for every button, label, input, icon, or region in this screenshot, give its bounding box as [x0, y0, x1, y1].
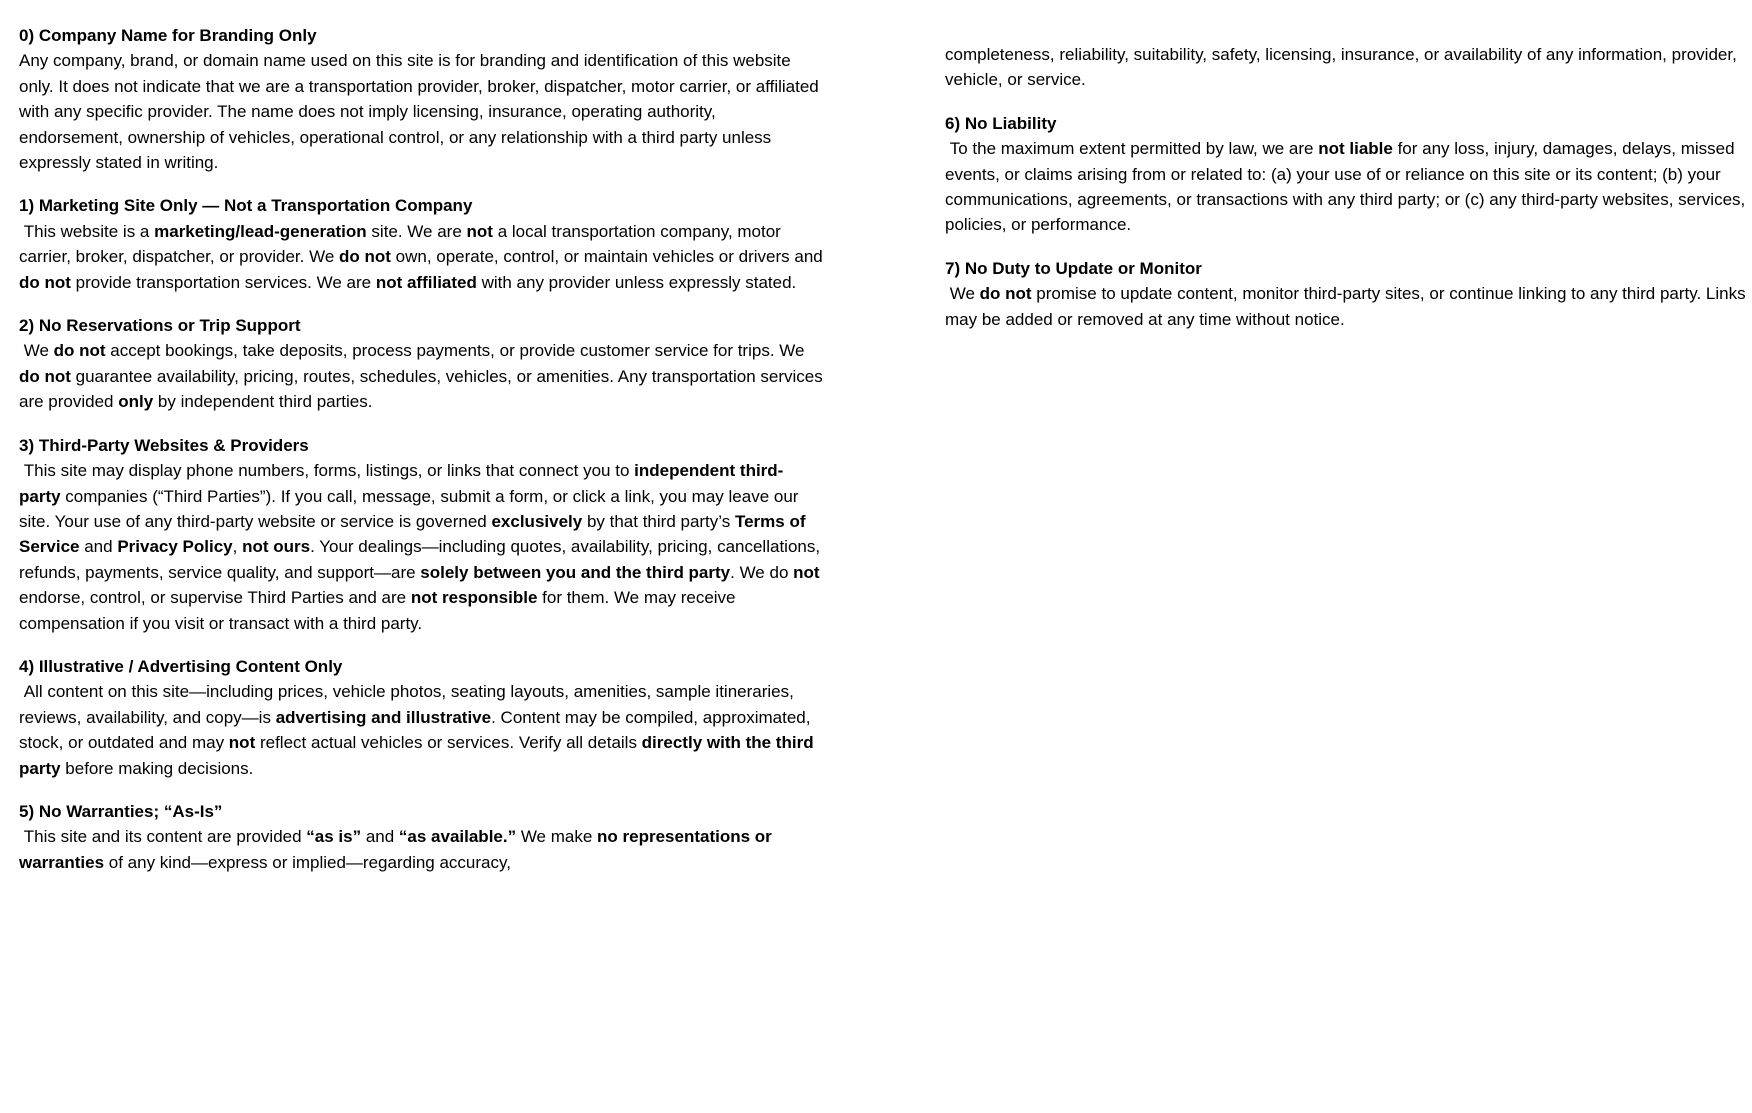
disclaimer-section	[19, 23, 823, 175]
section-heading: 6) No Liability	[945, 113, 1057, 133]
emphasis-text: “as available.”	[398, 827, 517, 847]
section-body: This site may display phone numbers, forms, listings, or links that connect you to independent third-party companies (“Third Parties”). If you call, message, submit a form, or click a link, you may leave our site. Your use of any third-party website or service is governed exclusively by that third party’s Terms of Service and Privacy Policy, not ours. Your dealings—including quotes, availability, pricing, cancellations, refunds, payments, service quality, and support—are solely between you and the third party. We do not endorse, control, or supervise Third Parties and are not responsible for them. We may receive compensation if you visit or transact with a third party.	[19, 461, 825, 633]
section-heading: 7) No Duty to Update or Monitor	[945, 258, 1202, 278]
section-body: Any company, brand, or domain name used on this site is for branding and identification of this website only. It does not indicate that we are a transportation provider, broker, dispatcher, motor carrier, or affiliated with any specific provider. The name does not imply licensing, insurance, operating authority, endorsement, ownership of vehicles, operational control, or any relationship with a third party unless expressly stated in writing.	[19, 51, 824, 173]
section-heading: 2) No Reservations or Trip Support	[19, 316, 301, 336]
emphasis-text: exclusively	[491, 511, 583, 531]
emphasis-text: only	[118, 392, 154, 412]
emphasis-text: not liable	[1318, 139, 1393, 159]
section-body: This site and its content are provided “as is” and “as available.” We make no representations or warranties of any kind—express or implied—regarding accuracy,	[19, 827, 777, 872]
disclaimer-section	[19, 433, 823, 636]
section-body-continuation: completeness, reliability, suitability, safety, licensing, insurance, or availability of any information, provider, vehicle, or service.	[945, 45, 1742, 90]
column-left	[19, 0, 828, 875]
emphasis-text: solely between you and the third party	[420, 562, 731, 582]
emphasis-text: directly with the third party	[19, 733, 819, 778]
section-body: All content on this site—including prices, vehicle photos, seating layouts, amenities, sample itineraries, reviews, availability, and copy—is advertising and illustrative. Content may be compiled, approximated, stock, or outdated and may not reflect actual vehicles or services. Verify all details directly with the third party before making decisions.	[19, 682, 819, 778]
column-right	[945, 0, 1749, 332]
emphasis-text: not	[228, 733, 256, 753]
disclaimer-section	[945, 42, 1749, 93]
disclaimer-section	[945, 256, 1749, 332]
emphasis-text: advertising and illustrative	[275, 707, 492, 727]
emphasis-text: not affiliated	[375, 272, 477, 292]
emphasis-text: no representations or warranties	[19, 827, 777, 872]
emphasis-text: do not	[53, 341, 106, 361]
section-body: We do not accept bookings, take deposits, process payments, or provide customer service for trips. We do not guarantee availability, pricing, routes, schedules, vehicles, or amenities. Any transportation services are provided only by independent third parties.	[19, 341, 828, 412]
section-heading: 4) Illustrative / Advertising Content Only	[19, 656, 343, 676]
disclaimer-section	[19, 799, 823, 875]
emphasis-text: Terms of Service	[19, 511, 811, 557]
section-body: This website is a marketing/lead-generation site. We are not a local transportation company, motor carrier, broker, dispatcher, or provider. We do not own, operate, control, or maintain vehicles or drivers and do not provide transportation services. We are not affiliated with any provider unless expressly stated.	[19, 221, 828, 292]
disclaimer-section	[19, 654, 823, 781]
emphasis-text: “as is”	[306, 827, 362, 847]
emphasis-text: Privacy Policy	[117, 537, 233, 557]
section-body: To the maximum extent permitted by law, we are not liable for any loss, injury, damages, delays, missed events, or claims arising from or related to: (a) your use of or reliance on this site or its content; (b) your communications, agreements, or transactions with any third party; or (c) any third-party websites, services, policies, or performance.	[945, 139, 1750, 235]
section-heading: 1) Marketing Site Only — Not a Transportation Company	[19, 196, 473, 216]
emphasis-text: not responsible	[410, 588, 538, 608]
disclaimer-section	[19, 313, 828, 415]
emphasis-text: marketing/lead-generation	[154, 221, 367, 241]
section-heading: 0) Company Name for Branding Only	[19, 26, 317, 45]
disclaimer-section	[945, 111, 1749, 238]
emphasis-text: do not	[339, 247, 391, 267]
emphasis-text: not	[793, 562, 820, 582]
emphasis-text: do not	[979, 284, 1032, 304]
emphasis-text: independent third-party	[19, 461, 784, 506]
disclaimer-section	[19, 193, 828, 295]
section-heading: 5) No Warranties; “As-Is”	[19, 801, 223, 821]
emphasis-text: do not	[19, 366, 71, 386]
section-heading: 3) Third-Party Websites & Providers	[19, 435, 309, 455]
section-body: We do not promise to update content, monitor third-party sites, or continue linking to any third party. Links may be added or removed at any time without notice.	[945, 284, 1751, 329]
emphasis-text: not	[466, 221, 493, 241]
emphasis-text: do not	[19, 272, 71, 292]
emphasis-text: not ours	[242, 537, 311, 557]
